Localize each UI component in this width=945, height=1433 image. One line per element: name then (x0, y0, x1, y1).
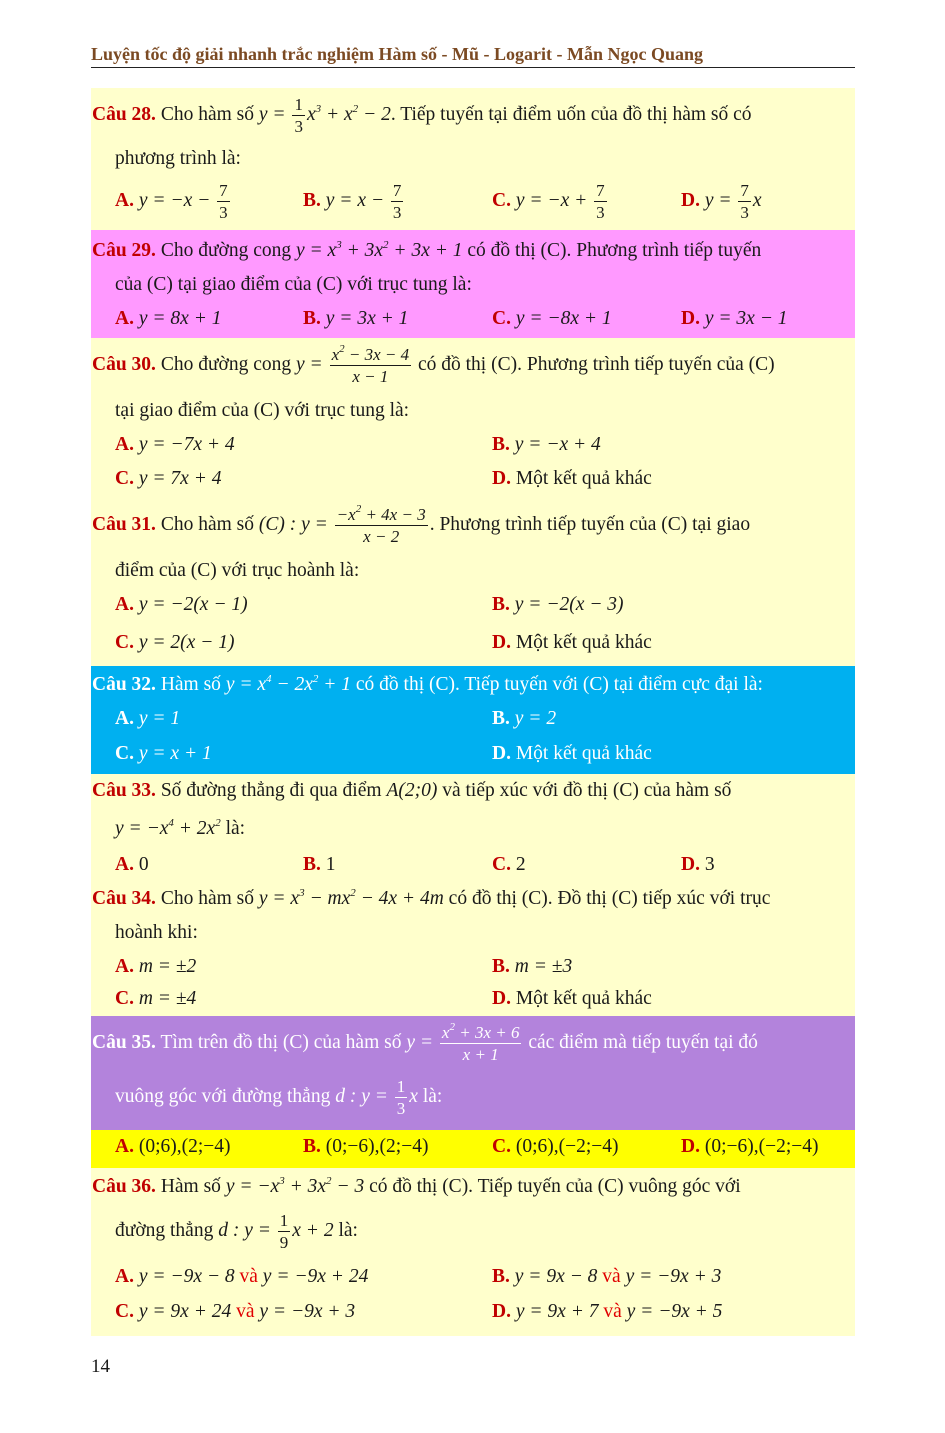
q33-option-c[interactable]: C. 2 (492, 854, 526, 875)
question-34 (91, 882, 855, 1016)
question-35-options (91, 1130, 855, 1168)
q33-stem-cont: $y = -x^4 + 2x^2$ là: (115, 817, 246, 839)
question-30 (91, 338, 855, 498)
q32-option-d[interactable]: D. Một kết quả khác (492, 743, 652, 764)
q34-option-c[interactable]: C. m = ±4 (115, 988, 197, 1009)
q33-stem: Câu 33. Số đường thẳng đi qua điểm A(2;0) và tiếp xúc với đồ thị (C) của hàm số (92, 780, 732, 801)
q36-stem: Câu 36. Hàm số $y = -x^3 + 3x^2 - 3$ có đồ thị (C). Tiếp tuyến của (C) vuông góc với (92, 1175, 741, 1197)
question-35 (91, 1016, 855, 1130)
q29-option-c[interactable]: C. y = −8x + 1 (492, 308, 612, 329)
question-31 (91, 498, 855, 666)
q28-function: y = $\frac{1}{3}$ $x^3 + x^2 - 2$ (258, 95, 391, 136)
q31-stem: Câu 31. Cho hàm số (C) : y = $\frac{-x^2 + 4x - 3}{x - 2}$ . Phương trình tiếp tuyến của (C) tại giao (92, 503, 751, 546)
q33-option-b[interactable]: B. 1 (303, 854, 336, 875)
q29-stem: Câu 29. Cho đường cong $y = x^3 + 3x^2 + 3x + 1$ có đồ thị (C). Phương trình tiếp tuyến (92, 239, 762, 261)
header-rule (91, 67, 855, 68)
q32-option-a[interactable]: A. y = 1 (115, 708, 181, 729)
q32-option-c[interactable]: C. y = x + 1 (115, 743, 212, 764)
question-32 (91, 666, 855, 774)
q28-option-a[interactable]: A. y = −x − $\frac{7}{3}$ (115, 181, 228, 222)
q31-option-c[interactable]: C. y = 2(x − 1) (115, 632, 235, 653)
q28-option-d[interactable]: D. y = $\frac{7}{3}$ x (681, 181, 762, 222)
q30-option-a[interactable]: A. y = −7x + 4 (115, 434, 235, 455)
page-number: 14 (91, 1356, 110, 1377)
q34-option-d[interactable]: D. Một kết quả khác (492, 988, 652, 1009)
q33-option-d[interactable]: D. 3 (681, 854, 715, 875)
q29-option-d[interactable]: D. y = 3x − 1 (681, 308, 788, 329)
question-28 (91, 88, 855, 230)
q32-option-b[interactable]: B. y = 2 (492, 708, 557, 729)
q35-option-a[interactable]: A. (0;6),(2;−4) (115, 1136, 231, 1157)
q36-option-c[interactable]: C. y = 9x + 24 và y = −9x + 3 (115, 1301, 356, 1322)
q28-option-c[interactable]: C. y = −x + $\frac{7}{3}$ (492, 181, 605, 222)
q36-option-a[interactable]: A. y = −9x − 8 và y = −9x + 24 (115, 1266, 369, 1287)
q34-stem-cont: hoành khi: (115, 922, 198, 943)
question-29 (91, 230, 855, 338)
page-header: Luyện tốc độ giải nhanh trắc nghiệm Hàm số - Mũ - Logarit - Mẫn Ngọc Quang (91, 44, 704, 64)
q30-option-d[interactable]: D. Một kết quả khác (492, 468, 652, 489)
q34-option-a[interactable]: A. m = ±2 (115, 956, 197, 977)
q34-option-b[interactable]: B. m = ±3 (492, 956, 573, 977)
q31-option-a[interactable]: A. y = −2(x − 1) (115, 594, 248, 615)
q28-option-b[interactable]: B. y = x − $\frac{7}{3}$ (303, 181, 402, 222)
q36-option-b[interactable]: B. y = 9x − 8 và y = −9x + 3 (492, 1266, 722, 1287)
q36-option-d[interactable]: D. y = 9x + 7 và y = −9x + 5 (492, 1301, 723, 1322)
q31-option-b[interactable]: B. y = −2(x − 3) (492, 594, 624, 615)
q36-stem-cont: đường thẳng d : y = $\frac{1}{9}$ x + 2 là: (115, 1211, 358, 1252)
q28-stem: Câu 28. Cho hàm số y = $\frac{1}{3}$ $x^3 + x^2 - 2$. Tiếp tuyến tại điểm uốn của đồ thị hàm số có (92, 95, 752, 136)
q30-option-c[interactable]: C. y = 7x + 4 (115, 468, 222, 489)
q35-stem: Câu 35. Tìm trên đồ thị (C) của hàm số y = $\frac{x^2 + 3x + 6}{x + 1}$ các điểm mà tiếp tuyến tại đó (92, 1021, 758, 1064)
q32-stem: Câu 32. Hàm số $y = x^4 - 2x^2 + 1$ có đồ thị (C). Tiếp tuyến với (C) tại điểm cực đại là: (92, 673, 763, 695)
q31-option-d[interactable]: D. Một kết quả khác (492, 632, 652, 653)
question-36 (91, 1168, 855, 1336)
q35-option-d[interactable]: D. (0;−6),(−2;−4) (681, 1136, 819, 1157)
q35-option-c[interactable]: C. (0;6),(−2;−4) (492, 1136, 619, 1157)
q29-stem-cont: của (C) tại giao điểm của (C) với trục tung là: (115, 274, 472, 295)
q29-option-b[interactable]: B. y = 3x + 1 (303, 308, 409, 329)
q33-option-a[interactable]: A. 0 (115, 854, 149, 875)
q35-stem-cont: vuông góc với đường thẳng d : y = $\frac{1}{3}$ x là: (115, 1077, 443, 1118)
question-33 (91, 774, 855, 882)
q30-option-b[interactable]: B. y = −x + 4 (492, 434, 601, 455)
q34-stem: Câu 34. Cho hàm số $y = x^3 - mx^2 - 4x + 4m$ có đồ thị (C). Đồ thị (C) tiếp xúc với trục (92, 887, 771, 909)
q35-option-b[interactable]: B. (0;−6),(2;−4) (303, 1136, 429, 1157)
q29-option-a[interactable]: A. y = 8x + 1 (115, 308, 222, 329)
q31-stem-cont: điểm của (C) với trục hoành là: (115, 560, 360, 581)
q30-stem: Câu 30. Cho đường cong y = $\frac{x^2 - 3x - 4}{x - 1}$ có đồ thị (C). Phương trình tiếp tuyến của (C) (92, 343, 775, 386)
q28-stem-cont: phương trình là: (115, 148, 241, 169)
q30-stem-cont: tại giao điểm của (C) với trục tung là: (115, 400, 410, 421)
